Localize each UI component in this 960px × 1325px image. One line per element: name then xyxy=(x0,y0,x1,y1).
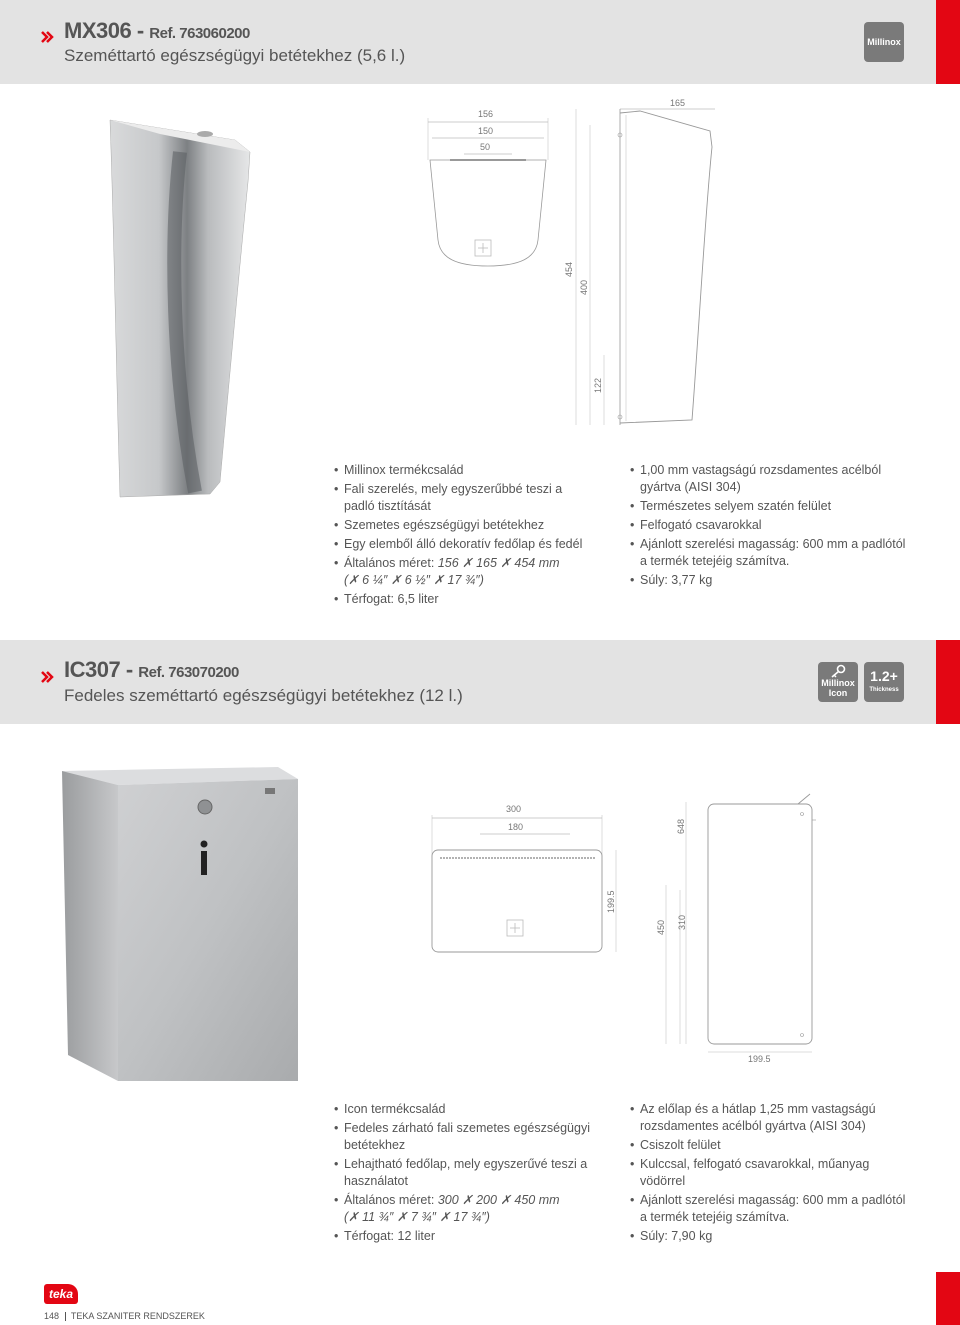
product2-code-text: IC307 - xyxy=(64,657,139,682)
feature-item: • Millinox termékcsalád xyxy=(334,462,584,479)
feature-item: • Ajánlott szerelési magasság: 600 mm a padlótól a termék tetejéig számítva. xyxy=(630,1192,910,1226)
thickness-value: 1.2+ xyxy=(870,668,898,684)
product2-photo xyxy=(58,765,320,1085)
product1-features-left xyxy=(334,462,584,610)
feature-item: • Kulccsal, felfogató csavarokkal, műanyag vödörrel xyxy=(630,1156,910,1190)
millinox-badge: Millinox xyxy=(864,22,904,62)
chevron-right-icon xyxy=(40,670,54,684)
feature-item: • Térfogat: 6,5 liter xyxy=(334,591,584,608)
dim-450: 450 xyxy=(656,919,666,935)
dim-180: 180 xyxy=(508,822,524,832)
size-mm: 300 ✗ 200 ✗ 450 mm xyxy=(437,1193,560,1207)
dim-150: 150 xyxy=(478,126,494,136)
accent-bar-top xyxy=(936,0,960,84)
dim-156: 156 xyxy=(478,109,494,119)
thickness-label: Thickness xyxy=(869,687,899,693)
product2-subtitle: Fedeles szeméttartó egészségügyi betétekhez (12 l.) xyxy=(64,686,463,705)
page-footer xyxy=(44,1311,205,1321)
product2-ref: Ref. 763070200 xyxy=(138,664,239,681)
product1-features-right xyxy=(630,462,910,591)
chevron-right-icon xyxy=(40,30,54,44)
product2-code xyxy=(64,657,239,683)
feature-item: • Lehajtható fedőlap, mely egyszerűvé teszi a használatot xyxy=(334,1156,594,1190)
dim-400: 400 xyxy=(579,279,589,295)
size-in: (✗ 6 ¼″ ✗ 6 ½″ ✗ 17 ¾″) xyxy=(344,573,484,587)
size-label: Általános méret: xyxy=(344,1193,435,1207)
badge-line1: Millinox xyxy=(821,678,855,688)
teka-logo-text: teka xyxy=(48,1287,74,1301)
dim-454: 454 xyxy=(564,261,574,277)
dim-165: 165 xyxy=(670,98,686,108)
millinox-icon-badge xyxy=(818,662,858,702)
feature-item: • Szemetes egészségügyi betétekhez xyxy=(334,517,584,534)
badge-line2: Icon xyxy=(828,688,848,698)
dim-199-5: 199.5 xyxy=(606,890,616,913)
footer-section: TEKA SZANITER RENDSZEREK xyxy=(70,1311,205,1321)
page-number: 148 xyxy=(44,1311,60,1321)
feature-item: • Icon termékcsalád xyxy=(334,1101,594,1118)
dim-122: 122 xyxy=(593,377,603,393)
product2-features-left xyxy=(334,1101,594,1247)
product1-code-text: MX306 - xyxy=(64,18,150,43)
feature-item: • Súly: 7,90 kg xyxy=(630,1228,910,1245)
feature-item: • Súly: 3,77 kg xyxy=(630,572,910,589)
product1-subtitle: Szeméttartó egészségügyi betétekhez (5,6 l.) xyxy=(64,46,406,65)
product1-front-drawing xyxy=(420,100,560,280)
feature-item: • Természetes selyem szatén felület xyxy=(630,498,910,515)
size-in: (✗ 11 ¾″ ✗ 7 ¾″ ✗ 17 ¾″) xyxy=(344,1210,490,1224)
feature-item: • Ajánlott szerelési magasság: 600 mm a padlótól a termék tetejéig számítva. xyxy=(630,536,910,570)
feature-item-size xyxy=(334,1192,594,1226)
product1-side-drawing xyxy=(560,95,720,435)
feature-item: • Fali szerelés, mely egyszerűbbé teszi a padló tisztítását xyxy=(334,481,584,515)
size-label: Általános méret: xyxy=(344,556,435,570)
feature-item: • Az előlap és a hátlap 1,25 mm vastagságú rozsdamentes acélból gyártva (AISI 304) xyxy=(630,1101,910,1135)
product1-photo xyxy=(100,112,270,502)
product2-side-drawing xyxy=(650,790,830,1070)
accent-bar-middle xyxy=(936,640,960,724)
teka-logo xyxy=(44,1284,78,1304)
feature-item: • Térfogat: 12 liter xyxy=(334,1228,594,1245)
feature-item: • Felfogató csavarokkal xyxy=(630,517,910,534)
feature-item-size xyxy=(334,555,584,589)
accent-bar-bottom xyxy=(936,1272,960,1325)
product2-features-right xyxy=(630,1101,910,1247)
product2-front-drawing xyxy=(420,795,630,965)
dim-199-5-side: 199.5 xyxy=(748,1054,771,1064)
product1-code xyxy=(64,18,250,44)
feature-item: • 1,00 mm vastagságú rozsdamentes acélból gyártva (AISI 304) xyxy=(630,462,910,496)
feature-item: • Fedeles zárható fali szemetes egészségügyi betétekhez xyxy=(334,1120,594,1154)
dim-648: 648 xyxy=(676,818,686,834)
size-mm: 156 ✗ 165 ✗ 454 mm xyxy=(437,556,560,570)
footer-divider xyxy=(65,1312,66,1321)
thickness-badge xyxy=(864,662,904,702)
key-icon xyxy=(830,664,846,678)
feature-item: • Egy elemből álló dekoratív fedőlap és fedél xyxy=(334,536,584,553)
dim-310: 310 xyxy=(677,914,687,930)
feature-item: • Csiszolt felület xyxy=(630,1137,910,1154)
dim-300: 300 xyxy=(506,804,522,814)
product1-ref: Ref. 763060200 xyxy=(149,25,250,42)
dim-50: 50 xyxy=(480,142,491,152)
